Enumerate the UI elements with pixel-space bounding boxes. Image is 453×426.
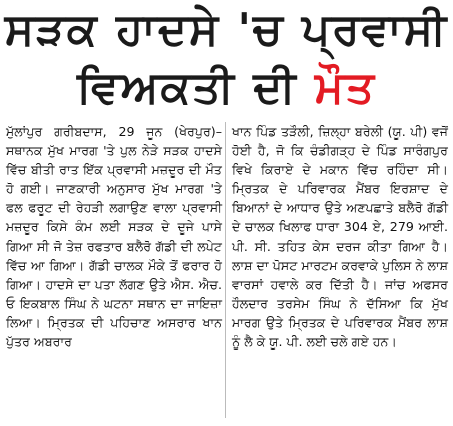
article-paragraph-right: ਖਾਨ ਪਿੰਡ ਤੜੌਲੀ, ਜ਼ਿਲ੍ਹਾ ਬਰੇਲੀ (ਯੂ. ਪੀ) ਵਜੋਂ ਹੋਈ ਹੈ, ਜੋ ਕਿ ਚੰਡੀਗੜ੍ਹ ਦੇ ਪਿੰਡ ਸਾਰੰਗਪੁਰ ਵਿਖੇ ਕਿਰਾਏ ਦੇ ਮਕਾਨ ਵਿੱਚ ਰਹਿੰਦਾ ਸੀ। ਮ੍ਰਿਤਕ ਦੇ ਪਰਿਵਾਰਕ ਮੈਂਬਰ ਇਰਸ਼ਾਦ ਦੇ ਬਿਆਨਾਂ ਦੇ ਆਧਾਰ ਉਤੇ ਅਣਪਛਾਤੇ ਬਲੈਰੋ ਗੱਡੀ ਦੇ ਚਾਲਕ ਖਿਲਾਫ ਧਾਰਾ 304 ਏ, 279 ਆਈ. ਪੀ. ਸੀ. ਤਹਿਤ ਕੇਸ ਦਰਜ ਕੀਤਾ ਗਿਆ ਹੈ। ਲਾਸ਼ ਦਾ ਪੋਸਟ ਮਾਰਟਮ ਕਰਵਾਕੇ ਪੁਲਿਸ ਨੇ ਲਾਸ਼ ਵਾਰਸਾਂ ਹਵਾਲੇ ਕਰ ਦਿੱਤੀ ਹੈ। ਜਾਂਚ ਅਫਸਰ ਹੌਲਦਾਰ ਤਰਸੇਮ ਸਿੰਘ ਨੇ ਦੱਸਿਆ ਕਿ ਮੁੱਖ ਮਾਰਗ ਉਤੇ ਮ੍ਰਿਤਕ ਦੇ ਪਰਿਵਾਰਕ ਮੈਂਬਰ ਲਾਸ਼ ਨੂੰ ਲੈ ਕੇ ਯੂ. ਪੀ. ਲਈ ਚਲੇ ਗਏ ਹਨ। — [232, 124, 448, 350]
headline-highlight-word: ਮੌਤ — [314, 62, 377, 113]
article-paragraph-left: ਮੁੱਲਾਂਪੁਰ ਗਰੀਬਦਾਸ, 29 ਜੂਨ (ਖੇਰਪੁਰ)–ਸਥਾਨਕ ਮੁੱਖ ਮਾਰਗ 'ਤੇ ਪੁਲ ਨੇੜੇ ਸੜਕ ਹਾਦਸੇ ਵਿੱਚ ਬੀਤੀ ਰਾਤ ਇੱਕ ਪ੍ਰਵਾਸੀ ਮਜ਼ਦੂਰ ਦੀ ਮੌਤ ਹੋ ਗਈ। ਜਾਣਕਾਰੀ ਅਨੁਸਾਰ ਮੁੱਖ ਮਾਰਗ 'ਤੇ ਫਲ ਫਰੂਟ ਦੀ ਰੇਹੜੀ ਲਗਾਉਣ ਵਾਲਾ ਪ੍ਰਵਾਸੀ ਮਜ਼ਦੂਰ ਕਿਸੇ ਕੰਮ ਲਈ ਸੜਕ ਦੇ ਦੂਜੇ ਪਾਸੇ ਗਿਆ ਸੀ ਜੋ ਤੇਜ਼ ਰਫਤਾਰ ਬਲੈਰੋ ਗੱਡੀ ਦੀ ਲਪੇਟ ਵਿੱਚ ਆ ਗਿਆ। ਗੱਡੀ ਚਾਲਕ ਮੌਕੇ ਤੋਂ ਫਰਾਰ ਹੋ ਗਿਆ। ਹਾਦਸੇ ਦਾ ਪਤਾ ਲੱਗਣ ਉਤੇ ਐਸ. ਐਚ. ਓ ਇਕਬਾਲ ਸਿੰਘ ਨੇ ਘਟਨਾ ਸਥਾਨ ਦਾ ਜਾਇਜ਼ਾ ਲਿਆ। ਮ੍ਰਿਤਕ ਦੀ ਪਹਿਚਾਣ ਅਸਰਾਰ ਖਾਨ ਪੁੱਤਰ ਅਬਰਾਰ — [6, 124, 222, 350]
article-right-column — [232, 122, 448, 351]
article-left-column — [6, 122, 222, 351]
headline-line-2-text: ਵਿਅਕਤੀ ਦੀ — [76, 62, 315, 113]
headline-line-1: ਸੜਕ ਹਾਦਸੇ 'ਚ ਪ੍ਰਵਾਸੀ — [4, 4, 449, 55]
column-divider — [225, 122, 226, 418]
headline-line-2 — [0, 62, 453, 114]
